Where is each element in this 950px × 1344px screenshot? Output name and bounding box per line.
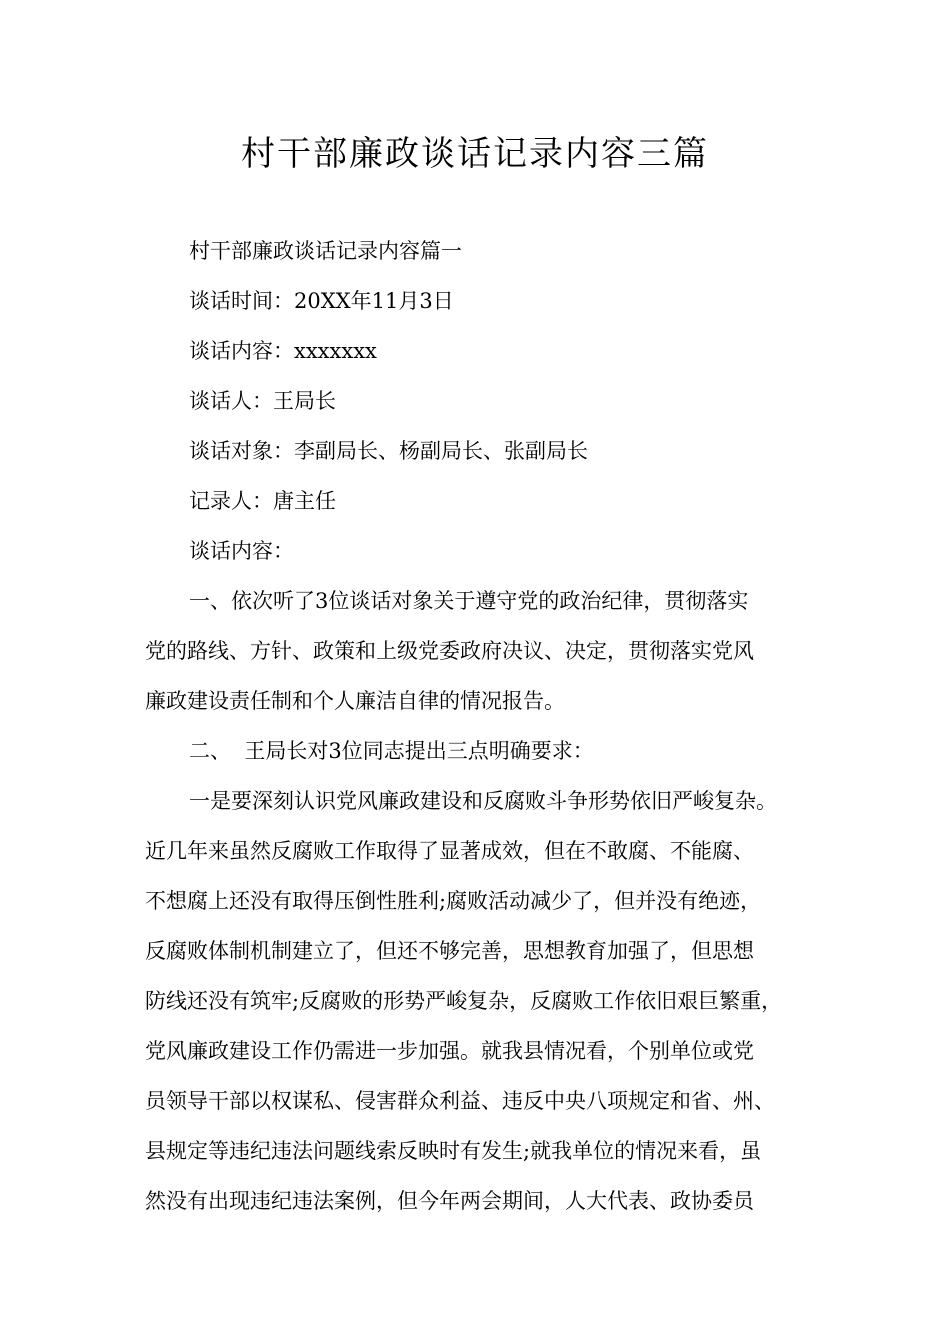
paragraph-line: 一是要深刻认识党风廉政建设和反腐败斗争形势依旧严峻复杂。 xyxy=(189,789,777,813)
paragraph-line: 员领导干部以权谋私、侵害群众利益、违反中央八项规定和省、州、 xyxy=(145,1089,775,1113)
paragraph-line: 然没有出现违纪违法案例，但今年两会期间，人大代表、政协委员 xyxy=(145,1189,754,1213)
document-title: 村干部廉政谈话记录内容三篇 xyxy=(241,134,709,174)
field-content-label: 谈话内容： xyxy=(189,539,294,563)
paragraph-two: 二、 王局长对3位同志提出三点明确要求： xyxy=(189,739,594,763)
paragraph-line: 县规定等违纪违法问题线索反映时有发生;就我单位的情况来看，虽 xyxy=(145,1139,762,1163)
paragraph-line: 防线还没有筑牢;反腐败的形势严峻复杂，反腐败工作依旧艰巨繁重， xyxy=(145,989,783,1013)
paragraph-one xyxy=(145,576,825,726)
field-recorder: 记录人：唐主任 xyxy=(189,489,336,513)
paragraph-line: 党的路线、方针、政策和上级党委政府决议、决定，贯彻落实党风 xyxy=(145,639,754,663)
paragraph-three xyxy=(145,776,825,1226)
paragraph-line: 近几年来虽然反腐败工作取得了显著成效，但在不敢腐、不能腐、 xyxy=(145,839,754,863)
field-talk-content: 谈话内容：xxxxxxx xyxy=(189,339,377,363)
paragraph-line: 廉政建设责任制和个人廉洁自律的情况报告。 xyxy=(145,689,565,713)
section-heading: 村干部廉政谈话记录内容篇一 xyxy=(189,239,462,263)
paragraph-line: 反腐败体制机制建立了，但还不够完善，思想教育加强了，但思想 xyxy=(145,939,754,963)
field-talk-time: 谈话时间：20XX年11月3日 xyxy=(189,289,454,313)
paragraph-line: 党风廉政建设工作仍需进一步加强。就我县情况看，个别单位或党 xyxy=(145,1039,754,1063)
paragraph-line: 一、依次听了3位谈话对象关于遵守党的政治纪律，贯彻落实 xyxy=(189,589,749,613)
field-audience: 谈话对象：李副局长、杨副局长、张副局长 xyxy=(189,439,588,463)
field-speaker: 谈话人：王局长 xyxy=(189,389,336,413)
document-body xyxy=(145,226,825,1226)
paragraph-line: 不想腐上还没有取得压倒性胜利;腐败活动减少了，但并没有绝迹， xyxy=(145,889,762,913)
